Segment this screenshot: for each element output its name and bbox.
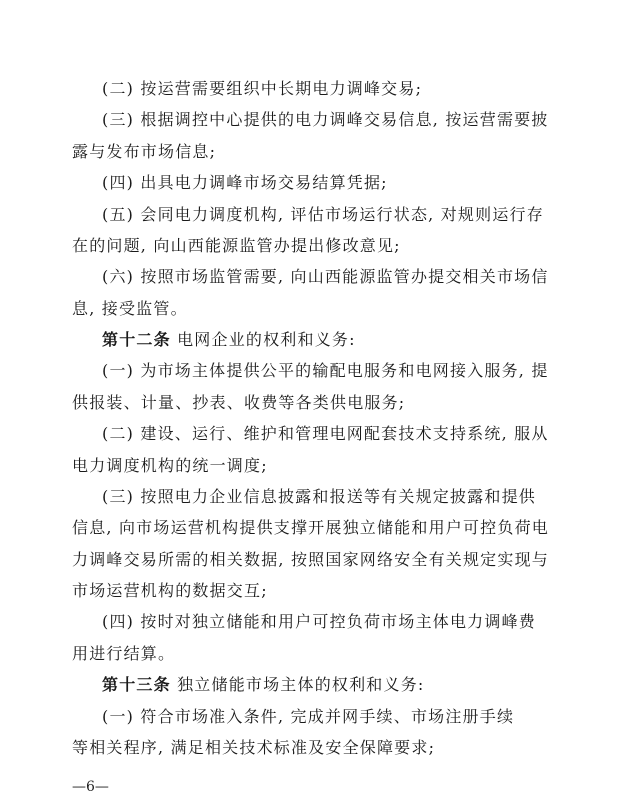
text-line: 在的问题, 向山西能源监管办提出修改意见; xyxy=(72,236,401,255)
article-12-heading: 第十二条 xyxy=(102,330,171,349)
article-13-title: 独立储能市场主体的权利和义务: xyxy=(170,675,425,694)
text-line: (三) 根据调控中心提供的电力调峰交易信息, 按运营需要披 xyxy=(102,110,549,129)
article-12-line xyxy=(102,330,356,350)
text-line: (一) 符合市场准入条件, 完成并网手续、市场注册手续 xyxy=(102,707,515,726)
text-line: (五) 会同电力调度机构, 评估市场运行状态, 对规则运行存 xyxy=(102,205,544,224)
text-line: (三) 按照电力企业信息披露和报送等有关规定披露和提供 xyxy=(102,487,536,506)
text-line: (六) 按照市场监管需要, 向山西能源监管办提交相关市场信 xyxy=(102,267,549,286)
text-line: 力调峰交易所需的相关数据, 按照国家网络安全有关规定实现与 xyxy=(72,550,549,569)
text-line: (四) 出具电力调峰市场交易结算凭据; xyxy=(102,173,388,192)
text-line: 电力调度机构的统一调度; xyxy=(72,456,268,475)
text-line: (二) 建设、运行、维护和管理电网配套技术支持系统, 服从 xyxy=(102,424,549,443)
article-12-title: 电网企业的权利和义务: xyxy=(170,330,356,349)
page-number: —6— xyxy=(72,779,109,795)
text-line: 等相关程序, 满足相关技术标准及安全保障要求; xyxy=(72,738,436,757)
text-line: (二) 按运营需要组织中长期电力调峰交易; xyxy=(102,79,423,98)
text-line: 市场运营机构的数据交互; xyxy=(72,581,268,600)
text-line: 息, 接受监管。 xyxy=(72,299,188,318)
text-line: 信息, 向市场运营机构提供支撑开展独立储能和用户可控负荷电 xyxy=(72,518,549,537)
text-line: 露与发布市场信息; xyxy=(72,142,217,161)
article-13-heading: 第十三条 xyxy=(102,675,171,694)
text-line: (一) 为市场主体提供公平的输配电服务和电网接入服务, 提 xyxy=(102,361,549,380)
article-13-line xyxy=(102,675,425,695)
text-line: (四) 按时对独立储能和用户可控负荷市场主体电力调峰费 xyxy=(102,612,536,631)
text-line: 供报装、计量、抄表、收费等各类供电服务; xyxy=(72,393,406,412)
text-line: 用进行结算。 xyxy=(72,644,176,663)
